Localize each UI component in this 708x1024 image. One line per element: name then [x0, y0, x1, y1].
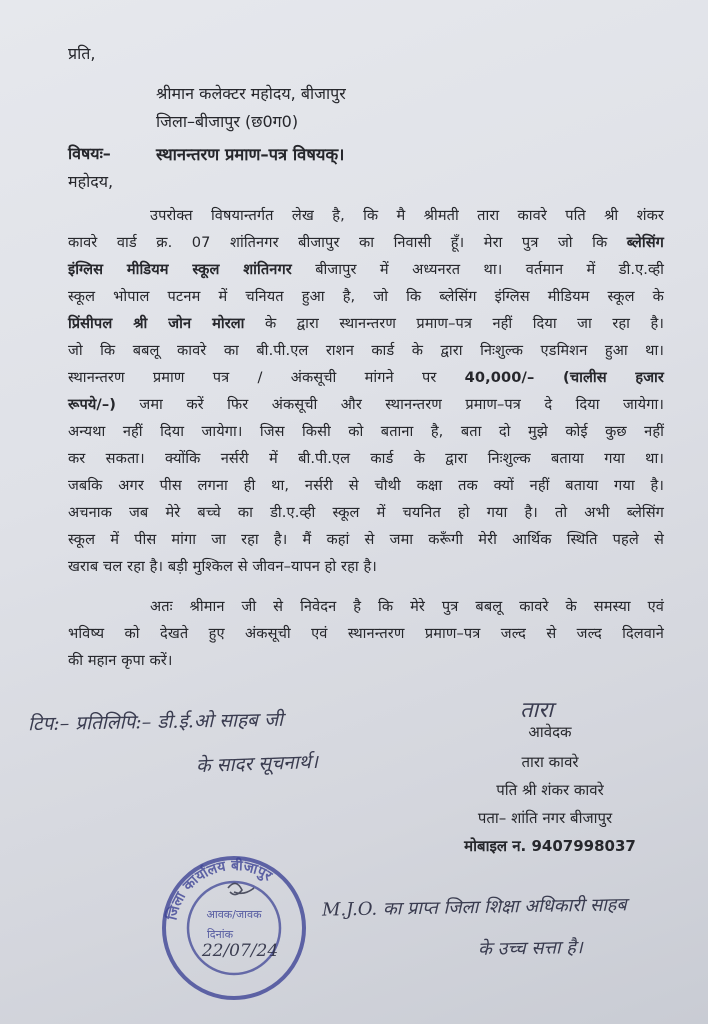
handwritten-copy-note-2: के सादर सूचनार्थ।: [195, 750, 319, 778]
para1-line-9: अन्यथा नहीं दिया जायेगा। जिस किसी को बताना है, बता दो मुझे कोई कुछ नहीं: [68, 423, 664, 440]
para1-line-13: स्कूल में पीस मांगा जा रहा है। मैं कहां से जमा करूँगी मेरी आर्थिक स्थिति पहले से: [68, 531, 664, 548]
para1-line-2: कावरे वार्ड क्र. 07 शांतिनगर बीजापुर का निवासी हूँ। मेरा पुत्र जो कि ब्लेसिंग: [68, 234, 664, 251]
para1-line-14: खराब चल रहा है। बड़ी मुश्किल से जीवन–यापन हो रहा है।: [68, 558, 377, 575]
para1-line-10: कर सकता। क्योंकि नर्सरी में बी.पी.एल कार्ड के द्वारा निःशुल्क बताया गया था।: [68, 450, 664, 467]
handwritten-forward-note: M.J.O. का प्राप्त जिला शिक्षा अधिकारी साहब: [321, 894, 627, 921]
applicant-signature: तारा: [520, 698, 553, 723]
subject-label: विषयः–: [68, 144, 111, 163]
para1-line-8: रूपये/–) जमा करें फिर अंकसूची और स्थानन्तरण प्रमाण–पत्र दे दिया जायेगा।: [68, 396, 664, 413]
recipient-line-2: जिला–बीजापुर (छ0ग0): [156, 112, 299, 131]
handwritten-copy-note: टिप:– प्रतिलिपि:– डी.ई.ओ साहब जी: [27, 708, 284, 736]
para1-line-7: स्थानन्तरण प्रमाण पत्र / अंकसूची मांगने पर 40,000/– (चालीस हजार: [68, 369, 664, 386]
para1-line-12: अचनाक जब मेरे बच्चे का डी.ए.व्ही स्कूल में चयनित हो गया है। तो अभी ब्लेसिंग: [68, 504, 664, 521]
stamp-date-value: 22/07/24: [201, 941, 279, 961]
handwritten-forward-note-2: के उच्च सत्ता है।: [477, 937, 583, 960]
applicant-mobile: मोबाइल न. 9407998037: [464, 837, 636, 855]
para1-line-5: प्रिंसीपल श्री जोन मोरला के द्वारा स्थानन्तरण प्रमाण–पत्र नहीं दिया जा रहा है।: [68, 315, 664, 332]
recipient-line-1: श्रीमान कलेक्टर महोदय, बीजापुर: [156, 84, 346, 103]
applicant-husband: पति श्री शंकर कावरे: [496, 781, 604, 799]
para1-line-11: जबकि अगर पीस लगना ही था, नर्सरी से चौथी कक्षा तक क्यों नहीं बताया गया है।: [68, 477, 664, 494]
applicant-label: आवेदक: [528, 723, 572, 741]
para2-line-1: अतः श्रीमान जी से निवेदन है कि मेरे पुत्र बबलू कावरे के समस्या एवं: [150, 598, 664, 615]
stamp-ring-text: जिला कार्यालय बीजापुर: [164, 857, 275, 922]
para2-line-3: की महान कृपा करें।: [68, 652, 173, 669]
office-stamp: [158, 852, 310, 1004]
para1-line-6: जो कि बबलू कावरे का बी.पी.एल राशन कार्ड के द्वारा निःशुल्क एडमिशन हुआ था।: [68, 342, 664, 359]
salutation: महोदय,: [68, 172, 114, 191]
applicant-name: तारा कावरे: [521, 753, 579, 771]
stamp-inner-label: आवक/जावक: [206, 908, 262, 921]
para1-line-3: इंग्लिस मीडियम स्कूल शांतिनगर बीजापुर में अध्यनरत था। वर्तमान में डी.ए.व्ही: [68, 261, 664, 278]
stamp-date-label: दिनांक: [206, 928, 234, 941]
stamp-seal-graphic: [158, 852, 310, 1004]
subject-text: स्थानन्तरण प्रमाण–पत्र विषयक्।: [156, 145, 345, 164]
para1-line-1: उपरोक्त विषयान्तर्गत लेख है, कि मै श्रीमती तारा कावरे पति श्री शंकर: [150, 207, 664, 224]
para2-line-2: भविष्य को देखते हुए अंकसूची एवं स्थानन्तरण प्रमाण–पत्र जल्द से जल्द दिलवाने: [68, 625, 664, 642]
applicant-address: पता– शांति नगर बीजापुर: [477, 809, 613, 827]
para1-line-4: स्कूल भोपाल पटनम में चनियत हुआ है, जो कि ब्लेसिंग इंग्लिस मीडियम स्कूल के: [68, 288, 664, 305]
addressee-prefix: प्रति,: [68, 44, 96, 63]
